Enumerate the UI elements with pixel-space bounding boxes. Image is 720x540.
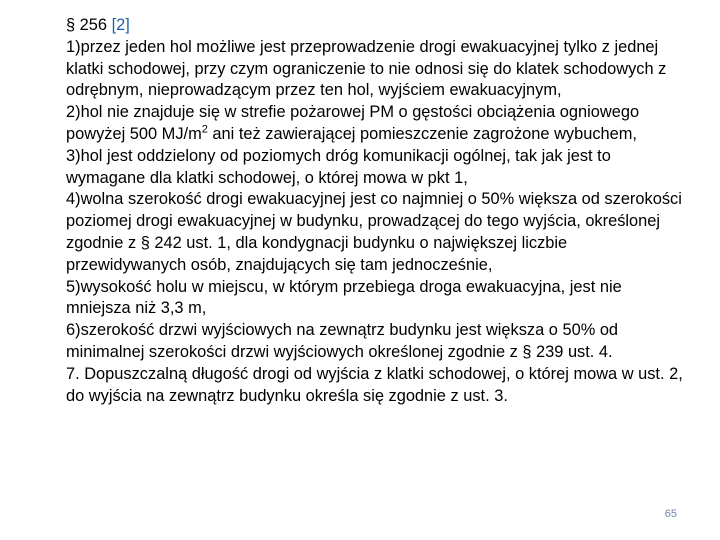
paragraph-2-text-end: ani też zawierającej pomieszczenie zagrożone wybuchem, <box>207 124 637 143</box>
section-number: § 256 <box>66 16 108 34</box>
page-number: 65 <box>664 508 677 520</box>
paragraph-3: 3)hol jest oddzielony od poziomych dróg komunikacji ogólnej, tak jak jest to wymagane dla klatki schodowej, o której mowa w pkt 1, <box>66 146 611 187</box>
paragraph-1: 1)przez jeden hol możliwe jest przeprowadzenie drogi ewakuacyjnej tylko z jednej klatki schodowej, przy czym ograniczenie to nie odnosi się do klatek schodowych z odrębnym, nieprowadzącym przez ten hol, wyjściem ewakuacyjnym, <box>66 37 667 100</box>
section-heading <box>66 15 686 37</box>
paragraph-7: 7. Dopuszczalną długość drogi od wyjścia z klatki schodowej, o której mowa w ust. 2, do wyjścia na zewnątrz budynku określa się zgodnie z ust. 3. <box>66 364 683 405</box>
paragraph-2 <box>66 102 686 146</box>
superscript-2: 2 <box>201 123 208 136</box>
paragraph-5: 5)wysokość holu w miejscu, w którym przebiega droga ewakuacyjna, jest nie mniejsza niż 3,3 m, <box>66 277 622 318</box>
reference-link[interactable]: [2] <box>111 16 130 34</box>
paragraph-4: 4)wolna szerokość drogi ewakuacyjnej jest co najmniej o 50% większa od szerokości poziomej drogi ewakuacyjnej w budynku, prowadzącej do tego wyjścia, określonej zgodnie z § 242 ust. 1, dla kondygnacji budynku o największej liczbie przewidywanych osób, znajdujących się tam jednocześnie, <box>66 190 682 274</box>
paragraph-2-text: 2)hol nie znajduje się w strefie pożarowej PM o gęstości obciążenia ogniowego powyżej 500 MJ/m <box>66 103 640 143</box>
paragraph-6: 6)szerokość drzwi wyjściowych na zewnątrz budynku jest większa o 50% od minimalnej szerokości drzwi wyjściowych określonej zgodnie z § 239 ust. 4. <box>66 321 619 361</box>
document-body <box>66 15 686 407</box>
